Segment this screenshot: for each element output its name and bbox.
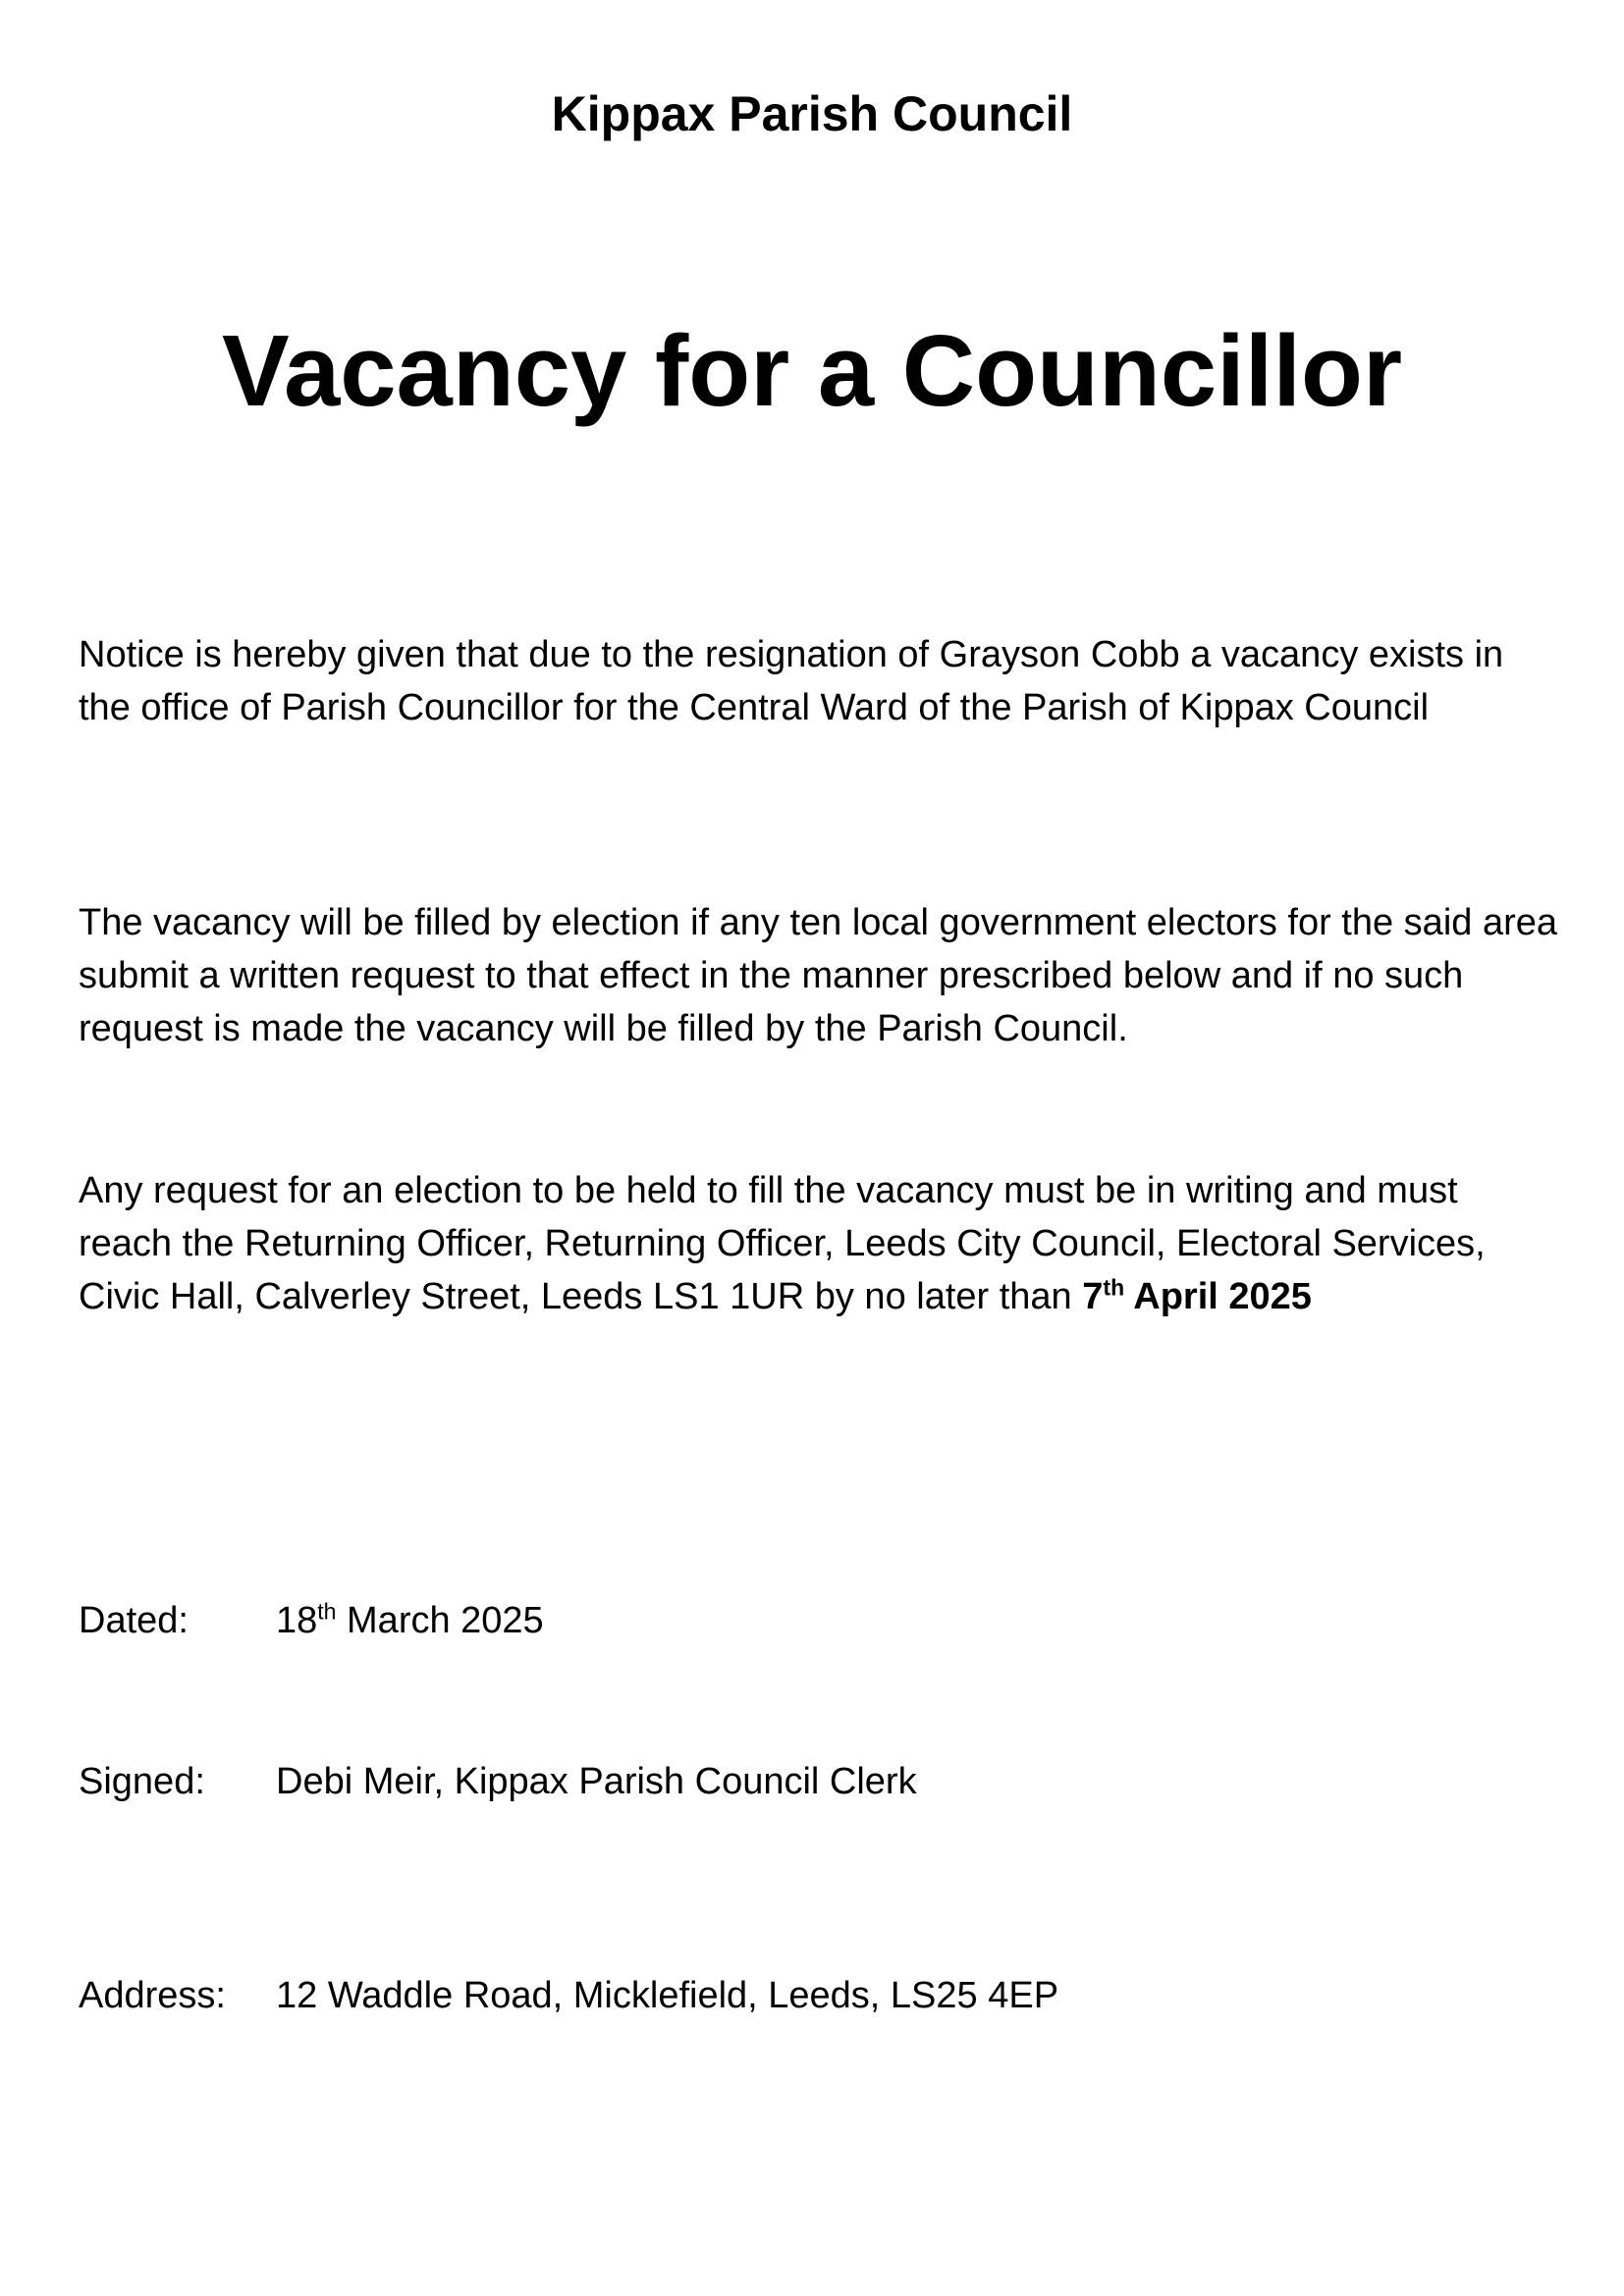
- page-title: Vacancy for a Councillor: [221, 314, 1403, 427]
- dated-ordinal: th: [317, 1598, 337, 1625]
- dated-value: [276, 1594, 544, 1647]
- deadline-month-year: April 2025: [1124, 1276, 1312, 1317]
- dated-day: 18: [276, 1600, 318, 1641]
- address-label: Address:: [79, 1975, 226, 2016]
- signed-label: Signed:: [79, 1761, 205, 1802]
- dated-label: Dated:: [79, 1600, 189, 1641]
- dated-month-year: March 2025: [336, 1600, 544, 1641]
- deadline-day: 7: [1082, 1276, 1104, 1317]
- address-value: 12 Waddle Road, Micklefield, Leeds, LS25 4EP: [276, 1975, 1059, 2016]
- request-paragraph: [79, 1164, 1561, 1323]
- election-paragraph: The vacancy will be filled by election if any ten local government electors for the said area submit a written request to that effect in the manner prescribed below and if no such request is made the vacancy will be filled by the Parish Council.: [79, 902, 1558, 1049]
- deadline-date: [1082, 1276, 1312, 1317]
- notice-paragraph: Notice is hereby given that due to the resignation of Grayson Cobb a vacancy exists in the office of Parish Councillor for the Central Ward of the Parish of Kippax Council: [79, 634, 1504, 728]
- organisation-name: Kippax Parish Council: [551, 86, 1073, 141]
- signed-value: Debi Meir, Kippax Parish Council Clerk: [276, 1761, 917, 1802]
- request-text: Any request for an election to be held to fill the vacancy must be in writing and must reach the Returning Officer, Returning Officer, Leeds City Council, Electoral Services, Civic Hall, Calverley Street, Leeds LS1 1UR by no later than: [79, 1170, 1486, 1317]
- deadline-ordinal: th: [1103, 1274, 1125, 1301]
